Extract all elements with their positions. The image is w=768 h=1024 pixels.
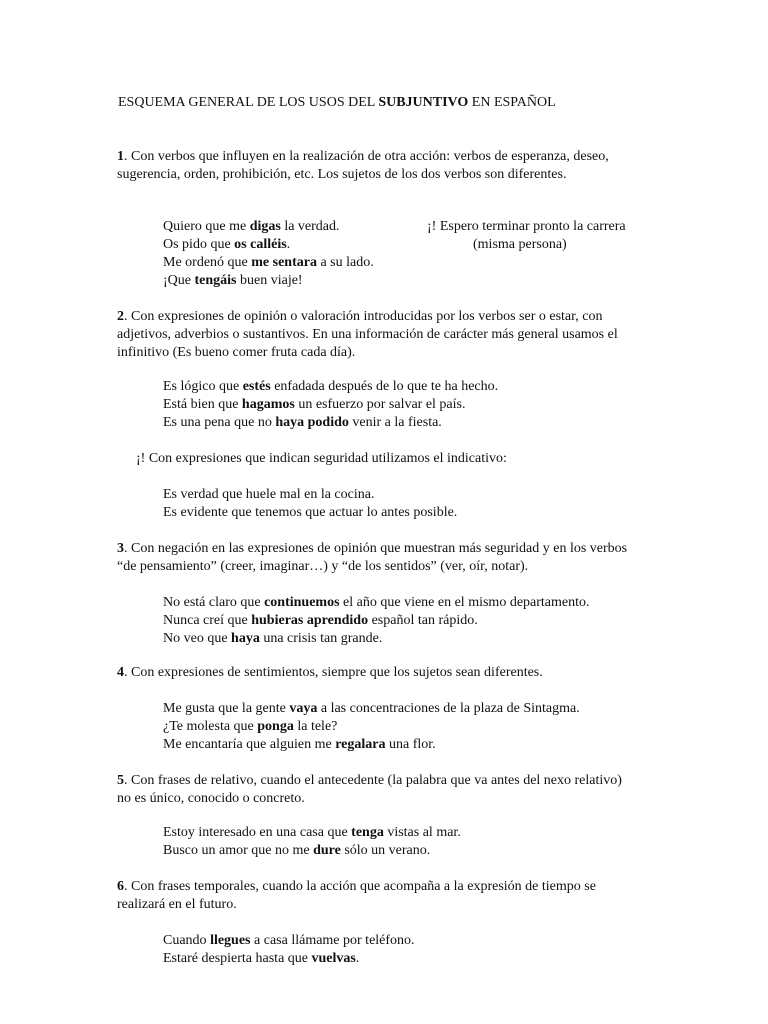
s4-example-2: ¿Te molesta que ponga la tele? [163, 719, 338, 734]
s5-example-2: Busco un amor que no me dure sólo un verano. [163, 843, 431, 858]
s2-indicative-note: ¡! Con expresiones que indican seguridad utilizamos el indicativo: [136, 451, 507, 466]
document-title: ESQUEMA GENERAL DE LOS USOS DEL SUBJUNTIVO EN ESPAÑOL [118, 95, 556, 110]
s3-example-2: Nunca creí que hubieras aprendido español tan rápido. [163, 613, 478, 628]
s4-example-1: Me gusta que la gente vaya a las concentraciones de la plaza de Sintagma. [163, 701, 580, 716]
section-1-text: 1. Con verbos que influyen en la realización de otra acción: verbos de esperanza, deseo, sugerencia, orden, prohibición, etc. Los sujetos de los dos verbos son diferentes. [117, 149, 609, 182]
s1-example-3: Me ordenó que me sentara a su lado. [163, 255, 374, 270]
s2-note-example-2: Es evidente que tenemos que actuar lo antes posible. [163, 505, 458, 520]
s2-note-example-1: Es verdad que huele mal en la cocina. [163, 487, 375, 502]
s3-example-3: No veo que haya una crisis tan grande. [163, 631, 383, 646]
s1-side-note-sub: (misma persona) [473, 237, 567, 252]
s5-example-1: Estoy interesado en una casa que tenga vistas al mar. [163, 825, 461, 840]
s2-example-3: Es una pena que no haya podido venir a la fiesta. [163, 415, 442, 430]
section-4-text: 4. Con expresiones de sentimientos, siempre que los sujetos sean diferentes. [117, 665, 543, 680]
s3-example-1: No está claro que continuemos el año que viene en el mismo departamento. [163, 595, 590, 610]
s2-example-1: Es lógico que estés enfadada después de lo que te ha hecho. [163, 379, 499, 394]
s1-side-note: ¡! Espero terminar pronto la carrera [427, 219, 626, 234]
section-2-text: 2. Con expresiones de opinión o valoración introducidas por los verbos ser o estar, con adjetivos, adverbios o sustantivos. En una información de carácter más general usamos el infinitivo (Es bueno comer fruta cada día). [117, 309, 618, 360]
section-3-text: 3. Con negación en las expresiones de opinión que muestran más seguridad y en los verbos “de pensamiento” (creer, imaginar…) y “de los sentidos” (ver, oír, notar). [117, 541, 628, 574]
s1-example-1: Quiero que me digas la verdad. [163, 219, 340, 234]
section-6-text: 6. Con frases temporales, cuando la acción que acompaña a la expresión de tiempo se realizará en el futuro. [117, 879, 596, 912]
s1-example-4: ¡Que tengáis buen viaje! [163, 273, 303, 288]
s6-example-2: Estaré despierta hasta que vuelvas. [163, 951, 360, 966]
s6-example-1: Cuando llegues a casa llámame por teléfono. [163, 933, 415, 948]
section-5-text: 5. Con frases de relativo, cuando el antecedente (la palabra que va antes del nexo relativo) no es único, conocido o concreto. [117, 773, 622, 806]
s4-example-3: Me encantaría que alguien me regalara una flor. [163, 737, 436, 752]
s2-example-2: Está bien que hagamos un esfuerzo por salvar el país. [163, 397, 466, 412]
s1-example-2: Os pido que os calléis. [163, 237, 291, 252]
